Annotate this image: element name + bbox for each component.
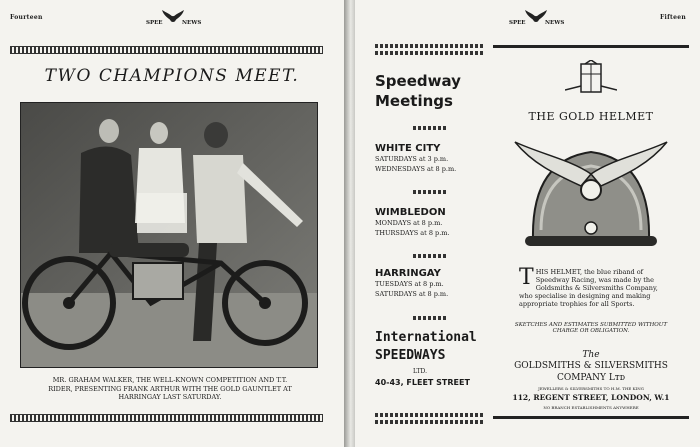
dotted-rule xyxy=(375,420,485,424)
company-address: 40-43, FLEET STREET xyxy=(375,378,470,387)
goldsmiths-footnote: NO BRANCH ESTABLISHMENTS ANYWHERE xyxy=(543,405,639,410)
company-ltd: LTD. xyxy=(412,368,427,375)
masthead-left: SPEE NEWS xyxy=(142,8,202,28)
drop-cap: T xyxy=(519,265,534,290)
sketches-note: SKETCHES AND ESTIMATES SUBMITTED WITHOUT CHARGE OR OBLIGATION. xyxy=(514,322,668,334)
photo-caption: MR. GRAHAM WALKER, THE WELL-KNOWN COMPETITION AND T.T. RIDER, PRESENTING FRANK ARTHUR WITH THE GOLD GAUNTLET AT HARRINGAY LAST SATURDAY. xyxy=(48,376,292,401)
photograph xyxy=(20,102,318,368)
company-name-line1: International xyxy=(375,330,477,345)
book-gutter xyxy=(344,0,355,447)
advert-body: THIS HELMET, the blue riband of Speedway Racing, was made by the Goldsmiths & Silversmiths Company, who specialise in designing and making appropriate trophies for all Sports. xyxy=(519,265,658,308)
article-title: TWO CHAMPIONS MEET. xyxy=(44,66,300,86)
winged-wheel-icon xyxy=(162,8,184,24)
left-page xyxy=(0,0,344,447)
advert-rule-top xyxy=(493,45,689,48)
goldsmiths-tagline: JEWELLERS & SILVERSMITHS TO H.M. THE KING xyxy=(538,386,644,391)
venue-harringay: HARRINGAY TUESDAYS at 8 p.m. SATURDAYS at 8 p.m. xyxy=(375,268,449,298)
decorative-border-bottom xyxy=(10,414,323,422)
company-the: The xyxy=(582,350,600,360)
decorative-border-top xyxy=(10,46,323,54)
company-name-line2: SPEEDWAYS xyxy=(375,348,446,363)
winged-wheel-icon xyxy=(525,8,547,24)
gold-helmet-advert xyxy=(493,52,689,422)
dotted-rule xyxy=(375,413,485,417)
goldsmiths-name-line1: GOLDSMITHS & SILVERSMITHS xyxy=(514,361,668,371)
venue-wimbledon: WIMBLEDON MONDAYS at 8 p.m. THURSDAYS at 8 p.m. xyxy=(375,207,450,237)
gold-helmet-illustration xyxy=(511,130,671,252)
dotted-rule xyxy=(413,316,447,320)
dotted-rule xyxy=(375,44,485,48)
dotted-rule xyxy=(375,51,485,55)
goldsmiths-address: 112, REGENT STREET, LONDON, W.1 xyxy=(512,393,670,402)
right-page xyxy=(355,0,700,447)
page-number-left: Fourteen xyxy=(10,14,43,21)
dotted-rule xyxy=(413,254,447,258)
dotted-rule xyxy=(413,190,447,194)
advert-rule-bottom xyxy=(493,416,689,419)
masthead-right: SPEE NEWS xyxy=(505,8,565,28)
goldsmiths-name-line2: COMPANY Lᴛᴅ xyxy=(556,373,626,383)
royal-crest-icon xyxy=(565,60,617,100)
meetings-heading-line2: Meetings xyxy=(375,92,453,110)
dotted-rule xyxy=(413,126,447,130)
page-number-right: Fifteen xyxy=(660,14,686,21)
venue-white-city: WHITE CITY SATURDAYS at 3 p.m. WEDNESDAYS at 8 p.m. xyxy=(375,143,457,173)
meetings-heading-line1: Speedway xyxy=(375,72,461,90)
advert-title: THE GOLD HELMET xyxy=(528,110,654,123)
